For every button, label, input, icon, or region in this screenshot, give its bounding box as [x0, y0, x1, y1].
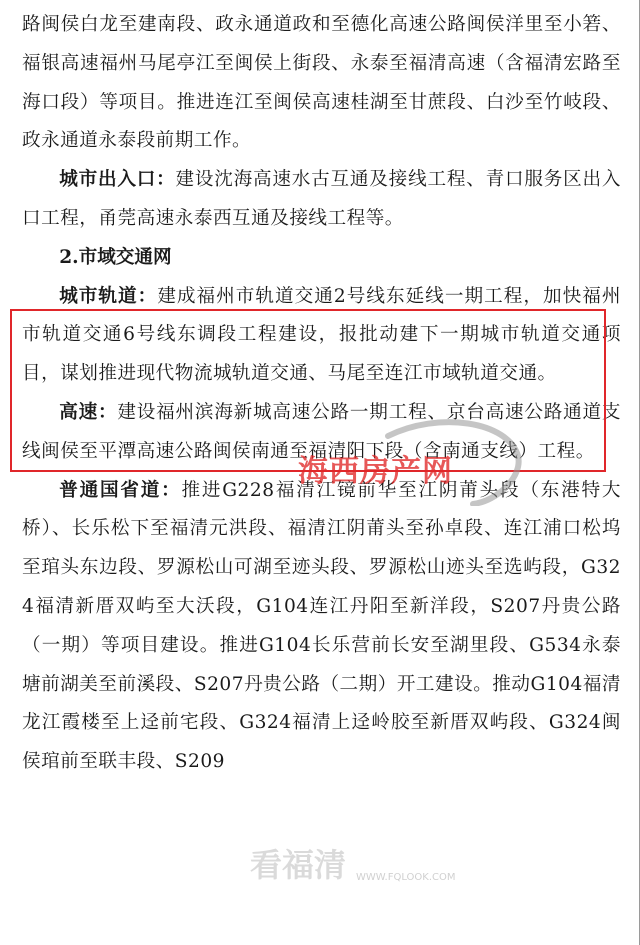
paragraph-lead: 城市出入口：: [59, 169, 176, 191]
paragraph-city-entrances: [22, 161, 621, 239]
watermark-site-name: 海西房产网: [298, 454, 453, 489]
paragraph-urban-rail: [22, 278, 621, 394]
watermark-bottom-name: 看福清: [250, 846, 347, 884]
watermark-bottom-url: WWW.FQLOOK.COM: [356, 872, 456, 883]
paragraph-lead: 高速：: [59, 401, 118, 423]
paragraph-text: 建成福州市轨道交通2号线东延线一期工程，加快福州市轨道交通6号线东调段工程建设，报批动建下一期城市轨道交通项目，谋划推进现代物流城轨道交通、马尾至连江市域轨道交通。: [22, 285, 621, 385]
paragraph-lead: 普通国省道：: [59, 479, 182, 501]
paragraph-national-provincial-roads: [22, 472, 621, 782]
paragraph-text: 建设福州滨海新城高速公路一期工程、京台高速公路通道支线闽侯至平潭高速公路闽侯南通至福清阳下段（含南通支线）工程。: [22, 401, 621, 462]
paragraph-text: 推进G228福清江镜前华至江阴莆头段（东港特大桥）、长乐松下至福清元洪段、福清江阴莆头至孙卓段、连江浦口松坞至琯头东边段、罗源松山可湖至迹头段、罗源松山迹头至选屿段，G324福清新厝双屿至大沃段，G104连江丹阳至新洋段，S207丹贵公路（一期）等项目建设。推进G104长乐营前长安至湖里段、G534永泰塘前湖美至前溪段、S207丹贵公路（二期）开工建设。推动G104福清龙江霞楼至上迳前宅段、G324福清上迳岭胶至新厝双屿段、G324闽侯琯前至联丰段、S209: [22, 479, 622, 773]
section-heading: 2.市域交通网: [59, 246, 172, 268]
paragraph-lead: 城市轨道：: [59, 285, 158, 307]
paragraph-text: 路闽侯白龙至建南段、政永通道政和至德化高速公路闽侯洋里至小箬、福银高速福州马尾亭江至闽侯上街段、永泰至福清高速（含福清宏路至海口段）等项目。推进连江至闽侯高速桂湖至甘蔗段、白沙至竹岐段、政永通道永泰段前期工作。: [22, 14, 621, 152]
paragraph-text: 建设沈海高速水古互通及接线工程、青口服务区出入口工程，甬莞高速永泰西互通及接线工程等。: [22, 169, 621, 229]
paragraph-highway-projects: [22, 6, 621, 161]
